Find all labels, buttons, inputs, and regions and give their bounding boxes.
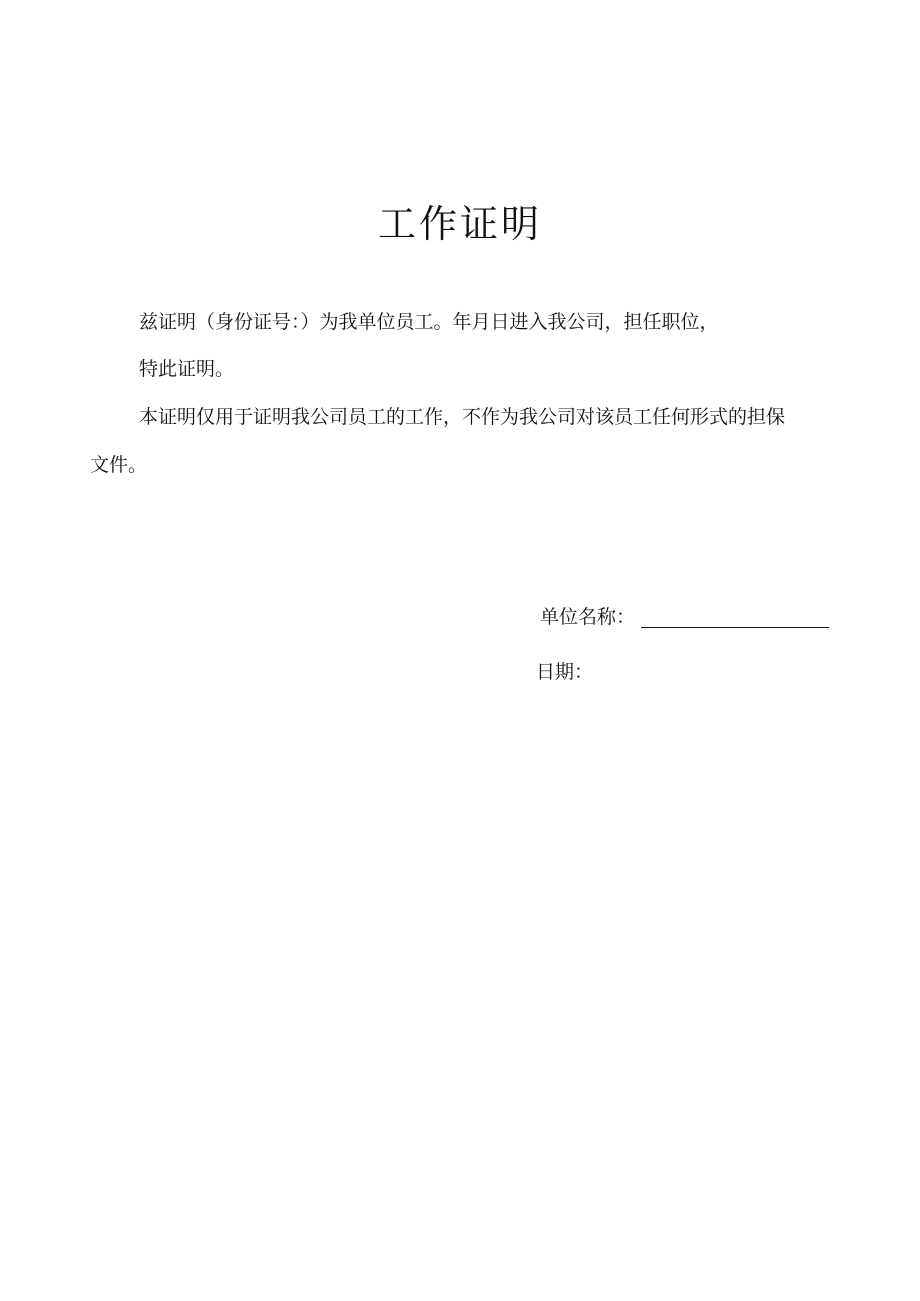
company-name-label: 单位名称： — [540, 606, 636, 628]
date-label: 日期： — [536, 661, 594, 683]
document-title: 工作证明 — [377, 202, 542, 246]
disclaimer-paragraph-line2: 文件。 — [90, 454, 148, 476]
company-name-blank — [641, 626, 829, 628]
disclaimer-paragraph-line1: 本证明仅用于证明我公司员工的工作，不作为我公司对该员工任何形式的担保 — [139, 406, 786, 428]
certification-closing: 特此证明。 — [139, 358, 235, 380]
company-name-row — [540, 604, 829, 630]
certification-paragraph: 兹证明（身份证号：）为我单位员工。年月日进入我公司，担任职位， — [139, 311, 719, 333]
